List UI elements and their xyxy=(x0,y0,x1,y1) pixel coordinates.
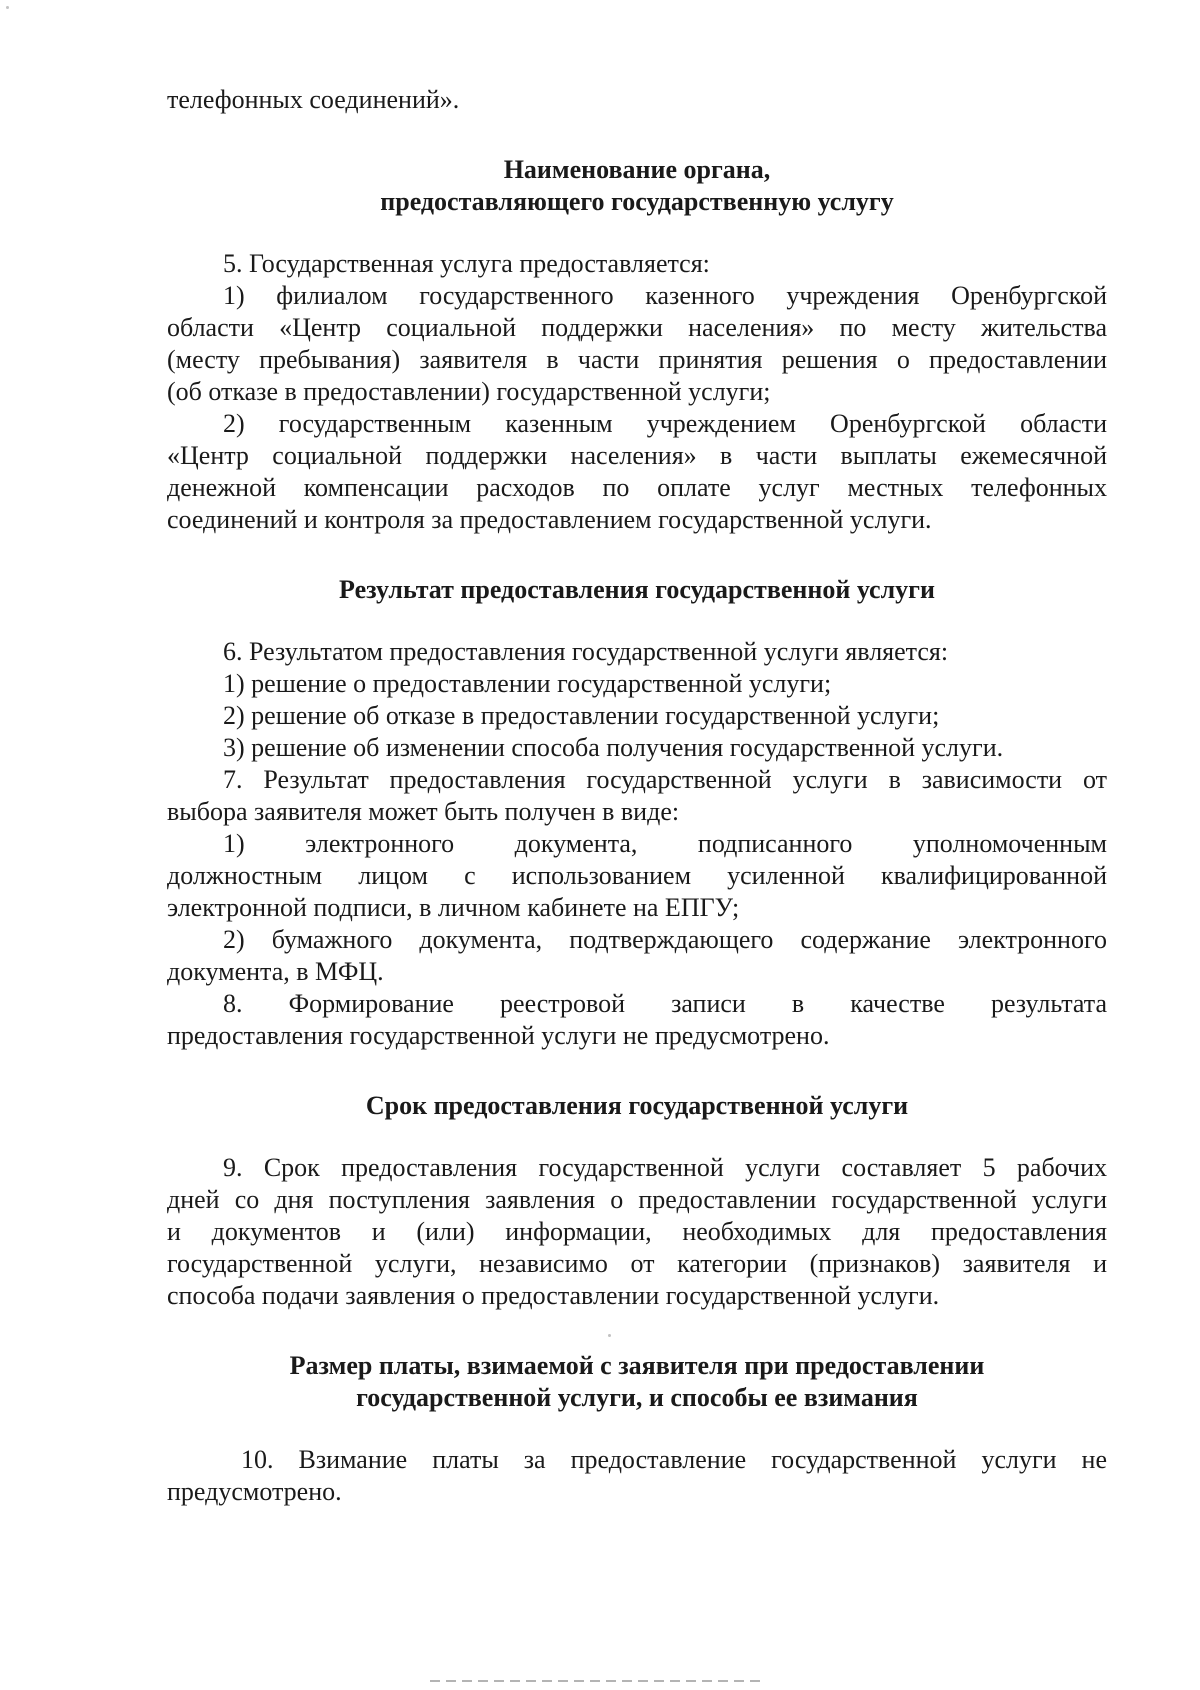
paragraph-5-line: (месту пребывания) заявителя в части принятия решения о предоставлении xyxy=(167,345,1107,374)
paragraph-5-line: «Центр социальной поддержки населения» в части выплаты ежемесячной xyxy=(167,441,1107,470)
paragraph-5-line: 1) филиалом государственного казенного учреждения Оренбургской xyxy=(223,281,1107,310)
paragraph-8-line: 8. Формирование реестровой записи в качестве результата xyxy=(223,989,1107,1018)
paragraph-10-line: 10. Взимание платы за предоставление государственной услуги не xyxy=(241,1445,1107,1474)
paragraph-7-line: 7. Результат предоставления государственной услуги в зависимости от xyxy=(223,765,1107,794)
paragraph-7-line: электронной подписи, в личном кабинете на ЕПГУ; xyxy=(167,893,740,922)
paragraph-9-line: и документов и (или) информации, необходимых для предоставления xyxy=(167,1217,1107,1246)
scan-bottom-artifact xyxy=(430,1680,760,1682)
paragraph-9-line: дней со дня поступления заявления о предоставлении государственной услуги xyxy=(167,1185,1107,1214)
section-heading-fee: Размер платы, взимаемой с заявителя при предоставлении xyxy=(289,1351,985,1380)
paragraph-6-line: 3) решение об изменении способа получения государственной услуги. xyxy=(223,733,1004,762)
paragraph-5-line: соединений и контроля за предоставлением государственной услуги. xyxy=(167,505,932,534)
section-heading-result: Результат предоставления государственной услуги xyxy=(339,575,935,604)
section-heading-term: Срок предоставления государственной услуги xyxy=(365,1091,909,1120)
paragraph-6-line: 2) решение об отказе в предоставлении государственной услуги; xyxy=(223,701,940,730)
section-heading-authority: Наименование органа, xyxy=(503,155,771,184)
paragraph-7-line: 2) бумажного документа, подтверждающего содержание электронного xyxy=(223,925,1107,954)
paragraph-10-line: предусмотрено. xyxy=(167,1477,342,1506)
section-heading-authority-line2: предоставляющего государственную услугу xyxy=(380,187,894,216)
paragraph-7-line: документа, в МФЦ. xyxy=(167,957,384,986)
paragraph-line: телефонных соединений». xyxy=(167,85,460,114)
paragraph-7-line: 1) электронного документа, подписанного уполномоченным xyxy=(223,829,1107,858)
paragraph-5-line: (об отказе в предоставлении) государственной услуги; xyxy=(167,377,771,406)
paragraph-6-line: 1) решение о предоставлении государственной услуги; xyxy=(223,669,832,698)
paragraph-7-line: должностным лицом с использованием усиленной квалифицированной xyxy=(167,861,1107,890)
scan-speck xyxy=(6,6,9,9)
paragraph-5-line: 2) государственным казенным учреждением Оренбургской области xyxy=(223,409,1107,438)
paragraph-7-line: выбора заявителя может быть получен в виде: xyxy=(167,797,680,826)
document-page xyxy=(167,84,1107,1508)
paragraph-6-line: 6. Результатом предоставления государственной услуги является: xyxy=(223,637,949,666)
scan-speck xyxy=(608,1334,611,1337)
section-heading-fee-line2: государственной услуги, и способы ее взимания xyxy=(356,1383,918,1412)
paragraph-5-line: 5. Государственная услуга предоставляется: xyxy=(223,249,710,278)
paragraph-9-line: государственной услуги, независимо от категории (признаков) заявителя и xyxy=(167,1249,1107,1278)
paragraph-8-line: предоставления государственной услуги не предусмотрено. xyxy=(167,1021,830,1050)
paragraph-9-line: 9. Срок предоставления государственной услуги составляет 5 рабочих xyxy=(223,1153,1107,1182)
paragraph-5-line: денежной компенсации расходов по оплате услуг местных телефонных xyxy=(167,473,1107,502)
paragraph-9-line: способа подачи заявления о предоставлении государственной услуги. xyxy=(167,1281,940,1310)
paragraph-5-line: области «Центр социальной поддержки населения» по месту жительства xyxy=(167,313,1107,342)
